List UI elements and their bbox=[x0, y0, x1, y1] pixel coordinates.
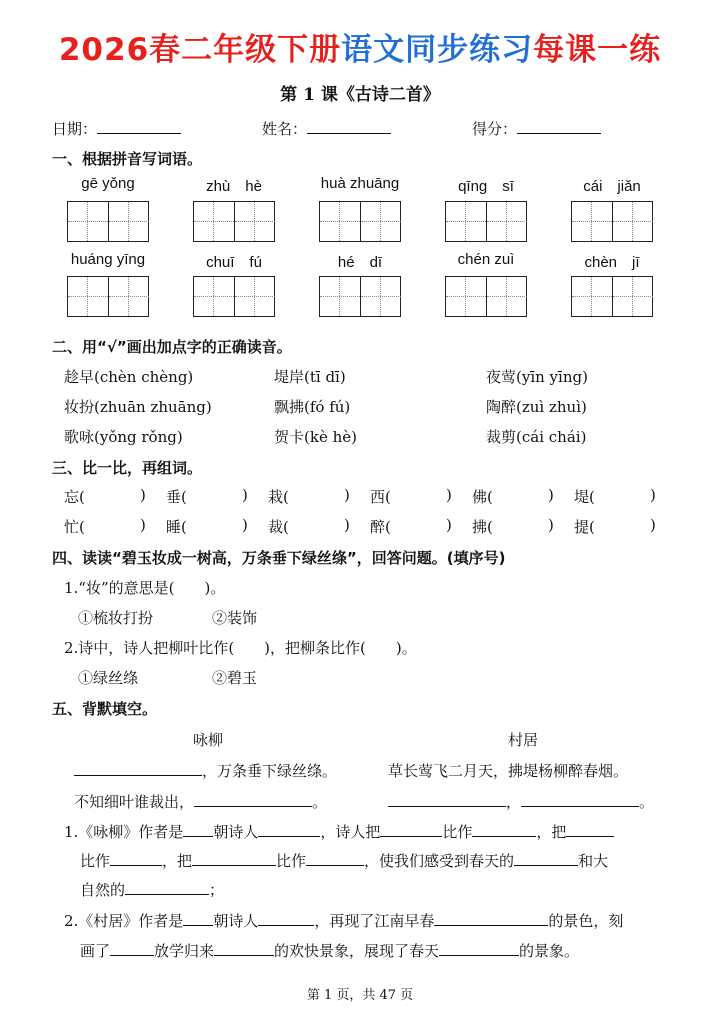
writing-grid[interactable] bbox=[193, 276, 275, 317]
title-part-year: 2026春 bbox=[58, 32, 182, 68]
q-text: ，诗人把 bbox=[320, 823, 381, 841]
compare-char: 睡( bbox=[166, 518, 187, 536]
q-text: 比作 bbox=[276, 852, 307, 870]
poem-text: ，万条垂下绿丝绦。 bbox=[202, 762, 338, 780]
poem-text: ， bbox=[506, 793, 522, 811]
q-text: ； bbox=[209, 881, 225, 899]
fill-question-2-cont bbox=[80, 940, 579, 961]
compare-char: 提( bbox=[574, 518, 595, 536]
score-field[interactable] bbox=[472, 118, 601, 139]
title-part-subject: 语文同步练习 bbox=[341, 32, 534, 68]
q-text: ，把 bbox=[536, 823, 567, 841]
compare-char: 佛( bbox=[472, 488, 493, 506]
score-label: 得分： bbox=[472, 120, 518, 138]
writing-grid[interactable] bbox=[67, 201, 149, 242]
compare-char: 垂( bbox=[166, 488, 187, 506]
q-text: 放学归来 bbox=[154, 942, 215, 960]
option-a[interactable]: ①梳妆打扮 bbox=[78, 609, 154, 627]
compare-close: ) bbox=[650, 486, 656, 504]
pinyin: qīng sī bbox=[458, 178, 514, 195]
title-part-lesson: 每课一练 bbox=[533, 32, 662, 68]
section5-title: 五、背默填空。 bbox=[52, 700, 158, 718]
section2-title: 二、用“√”画出加点字的正确读音。 bbox=[52, 338, 292, 356]
name-field[interactable] bbox=[262, 118, 391, 139]
compare-char: 堤( bbox=[574, 488, 595, 506]
writing-grid[interactable] bbox=[319, 276, 401, 317]
q-text: 的景色，刻 bbox=[548, 912, 624, 930]
reading-choice[interactable]: 飘拂(fó fú) bbox=[274, 398, 351, 416]
pinyin: huà zhuāng bbox=[320, 175, 400, 192]
poem-line bbox=[388, 791, 654, 812]
writing-grid[interactable] bbox=[193, 201, 275, 242]
poem-text: 。 bbox=[312, 793, 328, 811]
pinyin: cái jiǎn bbox=[583, 178, 641, 195]
poem-text: 。 bbox=[639, 793, 655, 811]
poem-title-cunju: 村居 bbox=[508, 731, 539, 749]
compare-char: 拂( bbox=[472, 518, 493, 536]
compare-close: ) bbox=[446, 516, 452, 534]
q-text: 比作 bbox=[442, 823, 473, 841]
compare-close: ) bbox=[344, 516, 350, 534]
q-text: 朝诗人 bbox=[213, 823, 259, 841]
q-text: ，再现了江南早春 bbox=[314, 912, 435, 930]
pinyin: chuī fú bbox=[206, 254, 262, 271]
reading-choice[interactable]: 妆扮(zhuān zhuāng) bbox=[64, 398, 212, 416]
pinyin: hé dī bbox=[337, 254, 383, 271]
compare-close: ) bbox=[446, 486, 452, 504]
option-a[interactable]: ①绿丝绦 bbox=[78, 669, 139, 687]
date-field[interactable] bbox=[52, 118, 181, 139]
page-footer: 第 1 页，共 47 页 bbox=[306, 988, 414, 1003]
title-part-grade: 二年级下册 bbox=[181, 32, 342, 68]
reading-choice[interactable]: 歌咏(yǒng rǒng) bbox=[64, 428, 183, 446]
reading-choice[interactable]: 趁早(chèn chèng) bbox=[64, 368, 194, 386]
compare-close: ) bbox=[140, 516, 146, 534]
q-text: 1.《咏柳》作者是 bbox=[64, 823, 184, 841]
poem-title-yongliu: 咏柳 bbox=[193, 731, 224, 749]
compare-close: ) bbox=[344, 486, 350, 504]
q-text: 自然的 bbox=[80, 881, 126, 899]
poem-line bbox=[74, 791, 327, 812]
q-text: ，使我们感受到春天的 bbox=[364, 852, 515, 870]
compare-close: ) bbox=[242, 486, 248, 504]
compare-char: 裁( bbox=[268, 518, 289, 536]
q-text: 和大 bbox=[578, 852, 609, 870]
compare-char: 忙( bbox=[64, 518, 85, 536]
option-b[interactable]: ②碧玉 bbox=[212, 669, 258, 687]
compare-close: ) bbox=[548, 516, 554, 534]
option-b[interactable]: ②装饰 bbox=[212, 609, 258, 627]
poem-line bbox=[74, 760, 337, 781]
q-text: ，把 bbox=[162, 852, 193, 870]
section4-title: 四、读读“碧玉妆成一树高，万条垂下绿丝绦”，回答问题。(填序号) bbox=[52, 549, 506, 567]
compare-char: 醉( bbox=[370, 518, 391, 536]
q-text: 比作 bbox=[80, 852, 111, 870]
pinyin: zhù hè bbox=[206, 178, 262, 195]
question-2: 2.诗中，诗人把柳叶比作( )，把柳条比作( )。 bbox=[64, 639, 417, 657]
compare-close: ) bbox=[242, 516, 248, 534]
section3-title: 三、比一比，再组词。 bbox=[52, 459, 203, 477]
question-1: 1.“妆”的意思是( )。 bbox=[64, 579, 226, 597]
reading-choice[interactable]: 堤岸(tī dī) bbox=[274, 368, 346, 386]
writing-grid[interactable] bbox=[445, 276, 527, 317]
poem-line: 草长莺飞二月天，拂堤杨柳醉春烟。 bbox=[388, 762, 629, 780]
fill-question-2 bbox=[64, 910, 623, 931]
fill-question-1-end bbox=[80, 879, 224, 900]
section1-title: 一、根据拼音写词语。 bbox=[52, 150, 203, 168]
compare-close: ) bbox=[140, 486, 146, 504]
q-text: 的景象。 bbox=[519, 942, 580, 960]
reading-choice[interactable]: 贺卡(kè hè) bbox=[274, 428, 357, 446]
compare-char: 西( bbox=[370, 488, 391, 506]
compare-char: 忘( bbox=[64, 488, 85, 506]
pinyin: huáng yīng bbox=[70, 251, 146, 268]
banner-title bbox=[0, 24, 720, 69]
pinyin: chèn jī bbox=[584, 254, 640, 271]
writing-grid[interactable] bbox=[67, 276, 149, 317]
pinyin: gē yǒng bbox=[81, 175, 135, 192]
date-label: 日期： bbox=[52, 120, 98, 138]
q-text: 2.《村居》作者是 bbox=[64, 912, 184, 930]
q-text: 的欢快景象，展现了春天 bbox=[274, 942, 440, 960]
reading-choice[interactable]: 夜莺(yīn yīng) bbox=[486, 368, 588, 386]
fill-question-1 bbox=[64, 821, 614, 842]
q-text: 画了 bbox=[80, 942, 111, 960]
lesson-subtitle: 第 1 课《古诗二首》 bbox=[280, 85, 440, 105]
reading-choice[interactable]: 陶醉(zuì zhuì) bbox=[486, 398, 587, 416]
pinyin: chén zuì bbox=[457, 251, 515, 268]
q-text: 朝诗人 bbox=[213, 912, 259, 930]
compare-char: 栽( bbox=[268, 488, 289, 506]
reading-choice[interactable]: 裁剪(cái chái) bbox=[486, 428, 587, 446]
fill-question-1-cont bbox=[80, 850, 608, 871]
writing-grid[interactable] bbox=[571, 276, 653, 317]
writing-grid[interactable] bbox=[445, 201, 527, 242]
name-label: 姓名： bbox=[262, 120, 308, 138]
poem-text: 不知细叶谁裁出， bbox=[74, 793, 195, 811]
writing-grid[interactable] bbox=[319, 201, 401, 242]
writing-grid[interactable] bbox=[571, 201, 653, 242]
compare-close: ) bbox=[548, 486, 554, 504]
compare-close: ) bbox=[650, 516, 656, 534]
